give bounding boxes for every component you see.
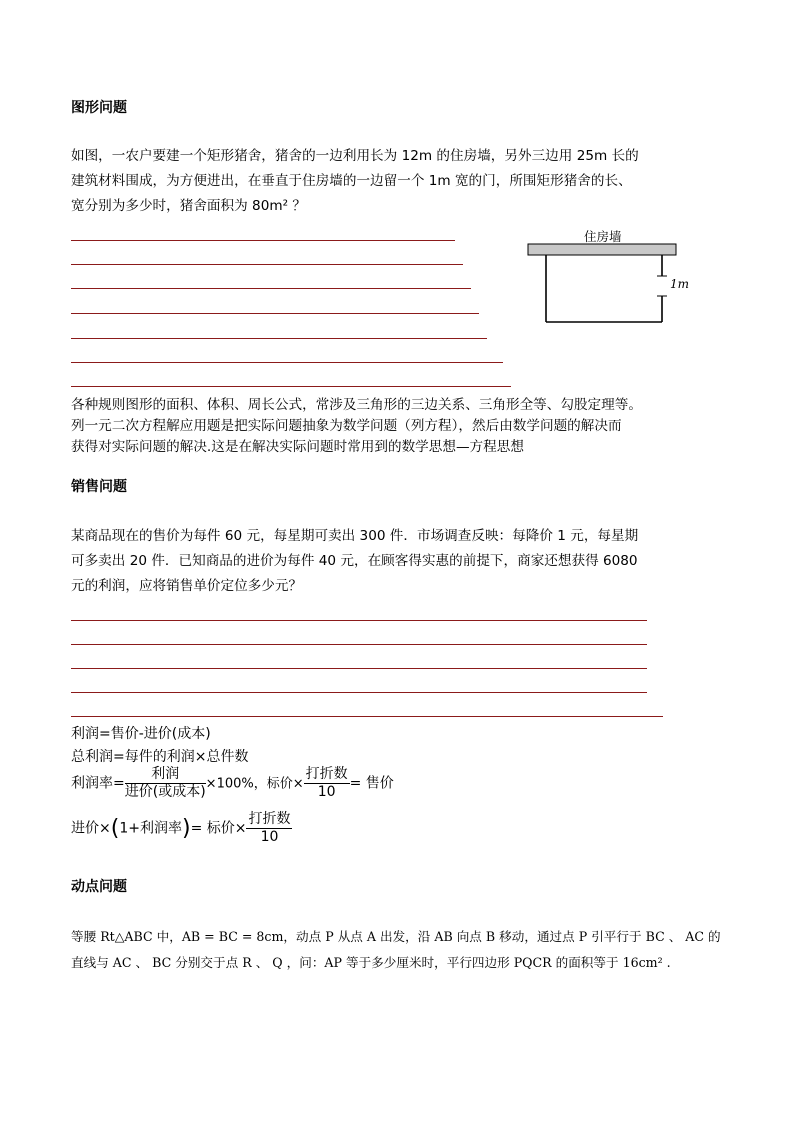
answer-line [71, 313, 479, 314]
problem-sales [71, 524, 731, 599]
wall-rect [528, 244, 676, 255]
answer-line [71, 240, 455, 241]
profit-rate-pct: ×100%，标价× [205, 776, 304, 792]
note-line: 获得对实际问题的解决.这是在解决实际问题时常用到的数学思想—方程思想 [71, 439, 524, 455]
answer-line [71, 668, 647, 669]
paren-open: ( [110, 816, 120, 841]
formula-profit: 利润=售价-进价(成本) [71, 726, 211, 742]
profit-rate-fraction [125, 766, 206, 801]
door-label: 1m [670, 277, 690, 291]
formula-cost-price [71, 811, 292, 846]
method-note [71, 395, 751, 458]
problem-line: 建筑材料围成，为方便进出，在垂直于住房墙的一边留一个 1m 宽的门，所围矩形猪舍的长、 [71, 173, 632, 189]
cost-fraction [246, 811, 292, 846]
profit-rate-lhs: 利润率= [71, 775, 125, 792]
answer-line [71, 692, 647, 693]
problem-moving-point [71, 924, 761, 976]
wall-label: 住房墙 [584, 229, 622, 244]
problem-line: 可多卖出 20 件．已知商品的进价为每件 40 元，在顾客得实惠的前提下，商家还想获得 6080 [71, 553, 638, 569]
section-title-sales: 销售问题 [71, 479, 127, 495]
answer-line [71, 362, 503, 363]
paren-close: ) [181, 816, 191, 841]
answer-line [71, 386, 511, 387]
discount-fraction [304, 766, 350, 801]
section-title-shape: 图形问题 [71, 100, 127, 116]
problem-shape [71, 144, 731, 219]
answer-line [71, 620, 647, 621]
fraction-numerator: 打折数 [305, 766, 348, 782]
fraction-denominator: 10 [260, 829, 279, 845]
section-title-moving-point: 动点问题 [71, 879, 127, 895]
problem-line: 宽分别为多少时，猪舍面积为 80m² ？ [71, 198, 306, 214]
note-line: 各种规则图形的面积、体积、周长公式，常涉及三角形的三边关系、三角形全等、勾股定理等。 [71, 397, 642, 413]
formula-total-profit: 总利润=每件的利润×总件数 [71, 749, 249, 765]
fraction-numerator: 打折数 [248, 811, 291, 827]
problem-line: 如图，一农户要建一个矩形猪舍，猪舍的一边利用长为 12m 的住房墙，另外三边用 25m 长的 [71, 148, 639, 164]
problem-line: 等腰 Rt△ABC 中，AB = BC = 8cm，动点 P 从点 A 出发，沿 AB 向点 B 移动，通过点 P 引平行于 BC 、 AC 的 [71, 929, 721, 944]
answer-line [71, 338, 487, 339]
profit-rate-rhs: = 售价 [349, 775, 394, 792]
note-line: 列一元二次方程解应用题是把实际问题抽象为数学问题（列方程），然后由数学问题的解决而 [71, 418, 622, 434]
cost-mid: = 标价× [190, 820, 247, 837]
fraction-numerator: 利润 [125, 766, 206, 784]
problem-line: 元的利润，应将销售单价定位多少元？ [71, 578, 303, 594]
cost-lhs: 进价× [71, 820, 111, 837]
fraction-denominator: 10 [317, 784, 336, 800]
fraction-denominator: 进价(或成本) [124, 784, 206, 800]
cost-paren: 1+利润率 [119, 820, 182, 837]
answer-line [71, 264, 463, 265]
answer-line [71, 716, 663, 717]
answer-line [71, 288, 471, 289]
problem-line: 直线与 AC 、 BC 分别交于点 R 、 Q ，问：AP 等于多少厘米时，平行四边形 PQCR 的面积等于 16cm² . [71, 955, 671, 970]
formula-profit-rate [71, 766, 394, 801]
answer-line [71, 644, 647, 645]
problem-line: 某商品现在的售价为每件 60 元，每星期可卖出 300 件．市场调查反映：每降价 1 元，每星期 [71, 528, 639, 544]
